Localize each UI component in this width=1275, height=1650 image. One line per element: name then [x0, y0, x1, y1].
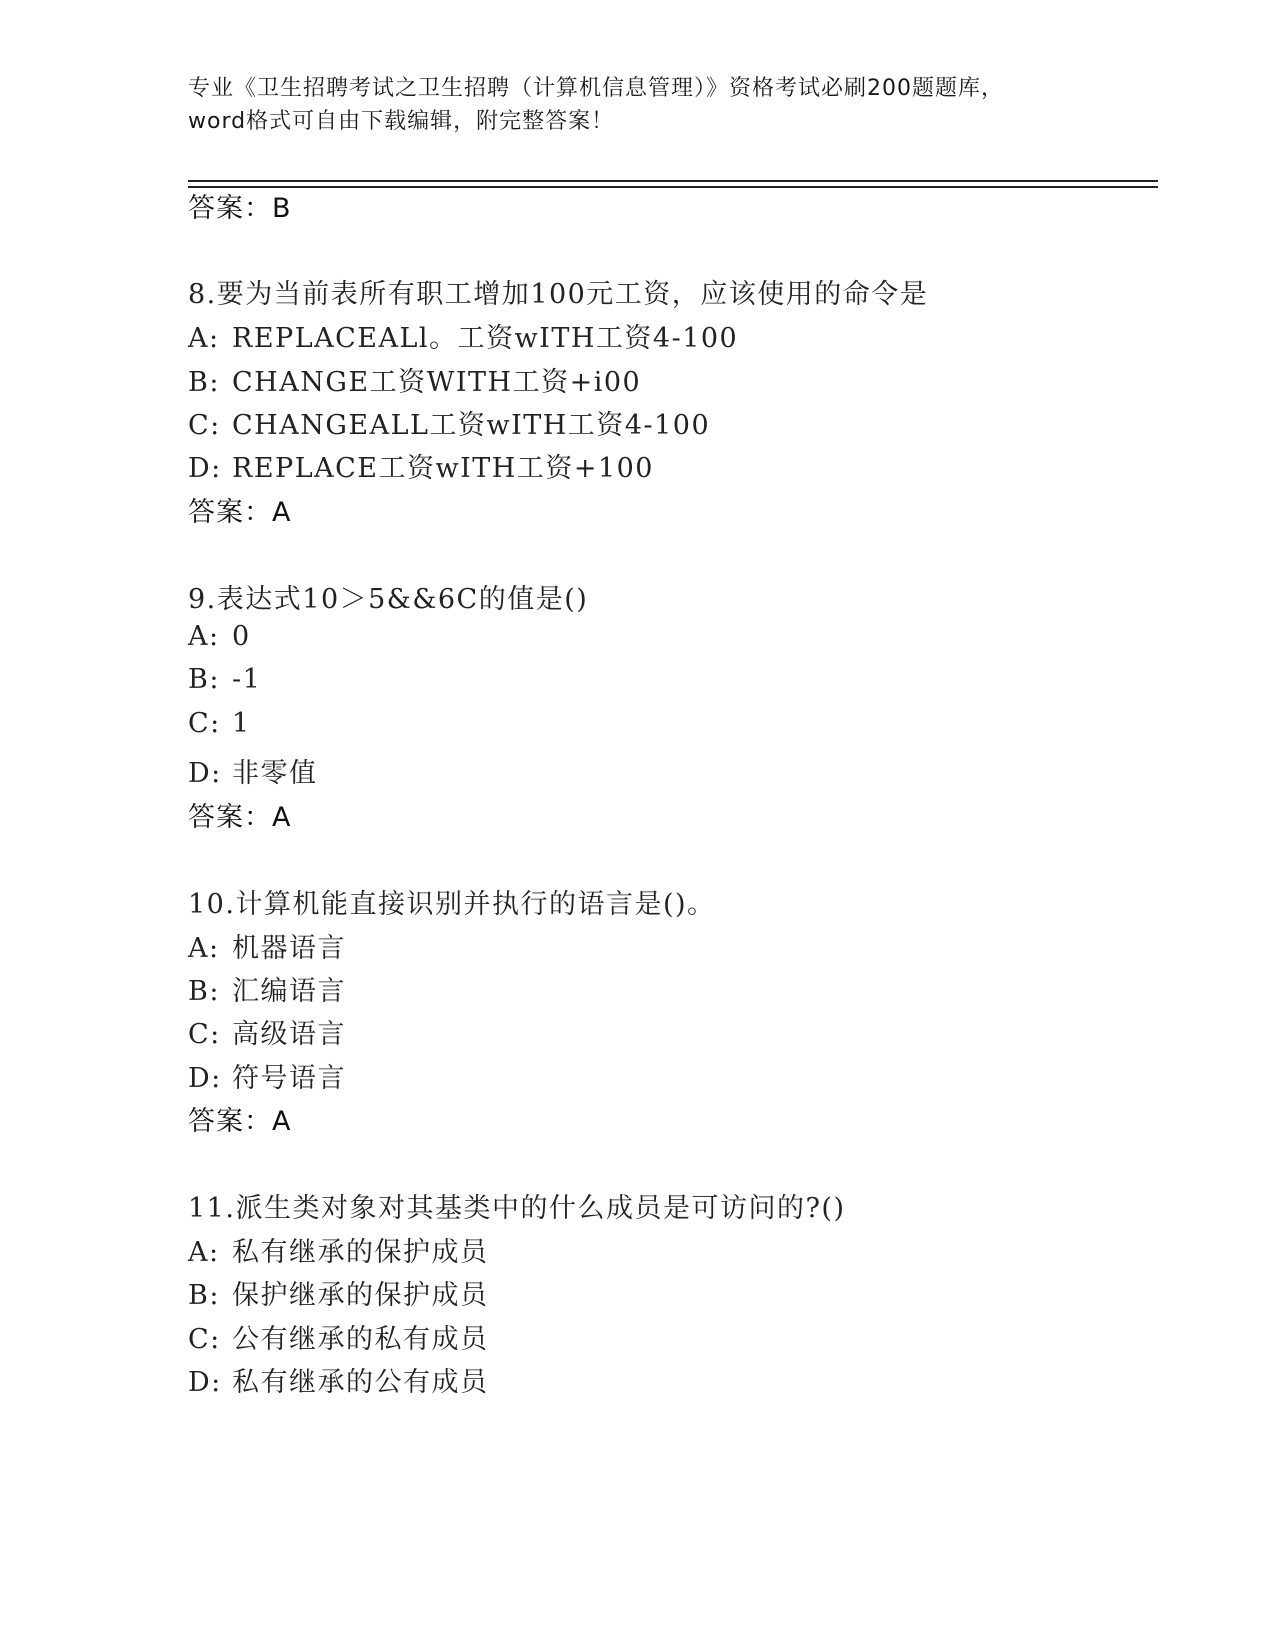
option-label: D: — [188, 758, 222, 789]
header-divider-bottom — [188, 186, 1158, 188]
option-text: 私有继承的保护成员 — [232, 1237, 489, 1268]
option-text: CHANGEALL工资wITH工资4-100 — [232, 410, 711, 441]
header-divider-top — [188, 180, 1158, 182]
option-text: -1 — [232, 664, 262, 695]
question-option — [188, 1230, 489, 1269]
question-option — [188, 1056, 346, 1095]
answer-label: 答案：B — [188, 193, 292, 224]
option-label: B: — [188, 976, 220, 1007]
option-text: REPLACEALl。工资wITH工资4-100 — [232, 323, 739, 354]
option-label: C: — [188, 708, 221, 739]
option-label: A: — [188, 621, 220, 652]
option-text: 非零值 — [232, 758, 318, 789]
answer-label: 答案：A — [188, 802, 292, 833]
header-title-line-1: 专业《卫生招聘考试之卫生招聘（计算机信息管理）》资格考试必刷200题题库， — [188, 76, 1004, 101]
option-label: C: — [188, 410, 221, 441]
question-option — [188, 926, 346, 965]
option-text: CHANGE工资WITH工资+i00 — [232, 367, 642, 398]
question-option — [188, 360, 641, 399]
option-label: A: — [188, 933, 220, 964]
question-option — [188, 1012, 346, 1051]
option-text: 私有继承的公有成员 — [232, 1367, 489, 1398]
question-stem: 8.要为当前表所有职工增加100元工资，应该使用的命令是 — [188, 279, 929, 310]
question-stem: 10.计算机能直接识别并执行的语言是()。 — [188, 889, 716, 920]
question-option — [188, 446, 654, 485]
question-stem: 11.派生类对象对其基类中的什么成员是可访问的?() — [188, 1193, 846, 1224]
question-option — [188, 751, 318, 790]
option-label: B: — [188, 664, 220, 695]
option-label: C: — [188, 1019, 221, 1050]
header-title-line-2: word格式可自由下载编辑，附完整答案！ — [188, 109, 615, 134]
question-option — [188, 403, 710, 442]
option-label: A: — [188, 1237, 220, 1268]
option-text: 符号语言 — [232, 1063, 346, 1094]
question-option — [188, 1360, 489, 1399]
option-label: C: — [188, 1324, 221, 1355]
option-text: 1 — [232, 708, 251, 739]
option-text: 0 — [232, 621, 251, 652]
option-text: 高级语言 — [232, 1019, 346, 1050]
question-option — [188, 664, 261, 695]
option-text: 保护继承的保护成员 — [232, 1280, 489, 1311]
option-label: B: — [188, 367, 220, 398]
question-option — [188, 969, 346, 1008]
document-header — [188, 72, 1088, 138]
question-stem: 9.表达式10＞5&&6C的值是() — [188, 584, 589, 615]
option-label: D: — [188, 1367, 222, 1398]
option-label: D: — [188, 1063, 222, 1094]
question-option — [188, 708, 251, 739]
option-label: A: — [188, 323, 220, 354]
question-option — [188, 621, 251, 652]
option-text: 机器语言 — [232, 933, 346, 964]
option-text: 汇编语言 — [232, 976, 346, 1007]
question-option — [188, 1273, 489, 1312]
answer-label: 答案：A — [188, 1106, 292, 1137]
option-label: B: — [188, 1280, 220, 1311]
question-option — [188, 1317, 489, 1356]
option-label: D: — [188, 453, 222, 484]
option-text: REPLACE工资wITH工资+100 — [232, 453, 654, 484]
question-option — [188, 316, 738, 355]
answer-label: 答案：A — [188, 497, 292, 528]
option-text: 公有继承的私有成员 — [232, 1324, 489, 1355]
